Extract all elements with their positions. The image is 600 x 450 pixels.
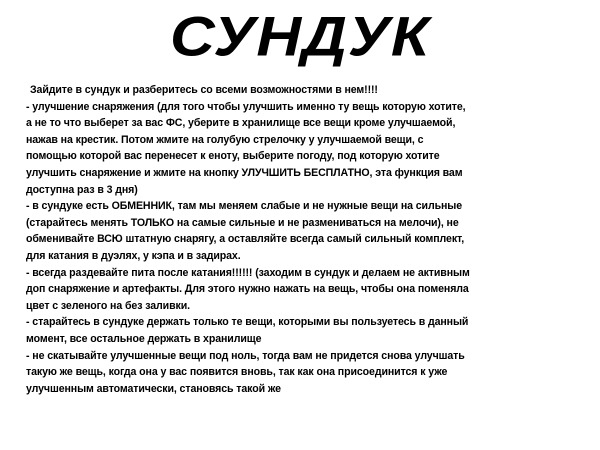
text-line: улучшить снаряжение и жмите на кнопку УЛУЧШИТЬ БЕСПЛАТНО, эта функция вам xyxy=(26,166,463,179)
text-line: доп снаряжение и артефакты. Для этого нужно нажать на вещь, чтобы она поменяла xyxy=(26,283,469,296)
intro-line: Зайдите в сундук и разберитесь со всеми возможностями в нем!!!! xyxy=(30,84,378,96)
text-line: - всегда раздевайте пита после катания!!!!!! (заходим в сундук и делаем не активным xyxy=(26,266,470,279)
text-line: обменивайте ВСЮ штатную снарягу, а оставляйте всегда самый сильный комплект, xyxy=(26,233,465,246)
text-line: - улучшение снаряжения (для того чтобы улучшить именно ту вещь которую хотите, xyxy=(26,100,466,113)
text-line: помощью которой вас перенесет к еноту, выберите погоду, под которую хотите xyxy=(26,150,440,163)
text-line: - в сундуке есть ОБМЕННИК, там мы меняем слабые и не нужные вещи на сильные xyxy=(26,200,463,213)
text-line: момент, все остальное держать в хранилище xyxy=(26,332,262,345)
text-line: - не скатывайте улучшенные вещи под ноль, тогда вам не придется снова улучшать xyxy=(26,349,465,362)
page-title: СУНДУК xyxy=(169,6,431,69)
text-line: улучшенным автоматически, становясь такой же xyxy=(26,382,281,395)
text-line: а не то что выберет за вас ФС, уберите в хранилище все вещи кроме улучшаемой, xyxy=(26,117,456,130)
text-line: - старайтесь в сундуке держать только те вещи, которыми вы пользуетесь в данный xyxy=(26,316,469,329)
text-line: для катания в дуэлях, у кэпа и в задирах. xyxy=(26,249,241,262)
document-body xyxy=(26,82,586,397)
text-line: нажав на крестик. Потом жмите на голубую стрелочку у улучшаемой вещи, с xyxy=(26,133,424,146)
text-line: доступна раз в 3 дня) xyxy=(26,183,138,196)
text-line: такую же вещь, когда она у вас появится вновь, так как она присоединится к уже xyxy=(26,366,448,379)
text-line: (старайтесь менять ТОЛЬКО на самые сильные и не размениваться на мелочи), не xyxy=(26,216,459,229)
text-line: цвет с зеленого на без заливки. xyxy=(26,299,190,312)
